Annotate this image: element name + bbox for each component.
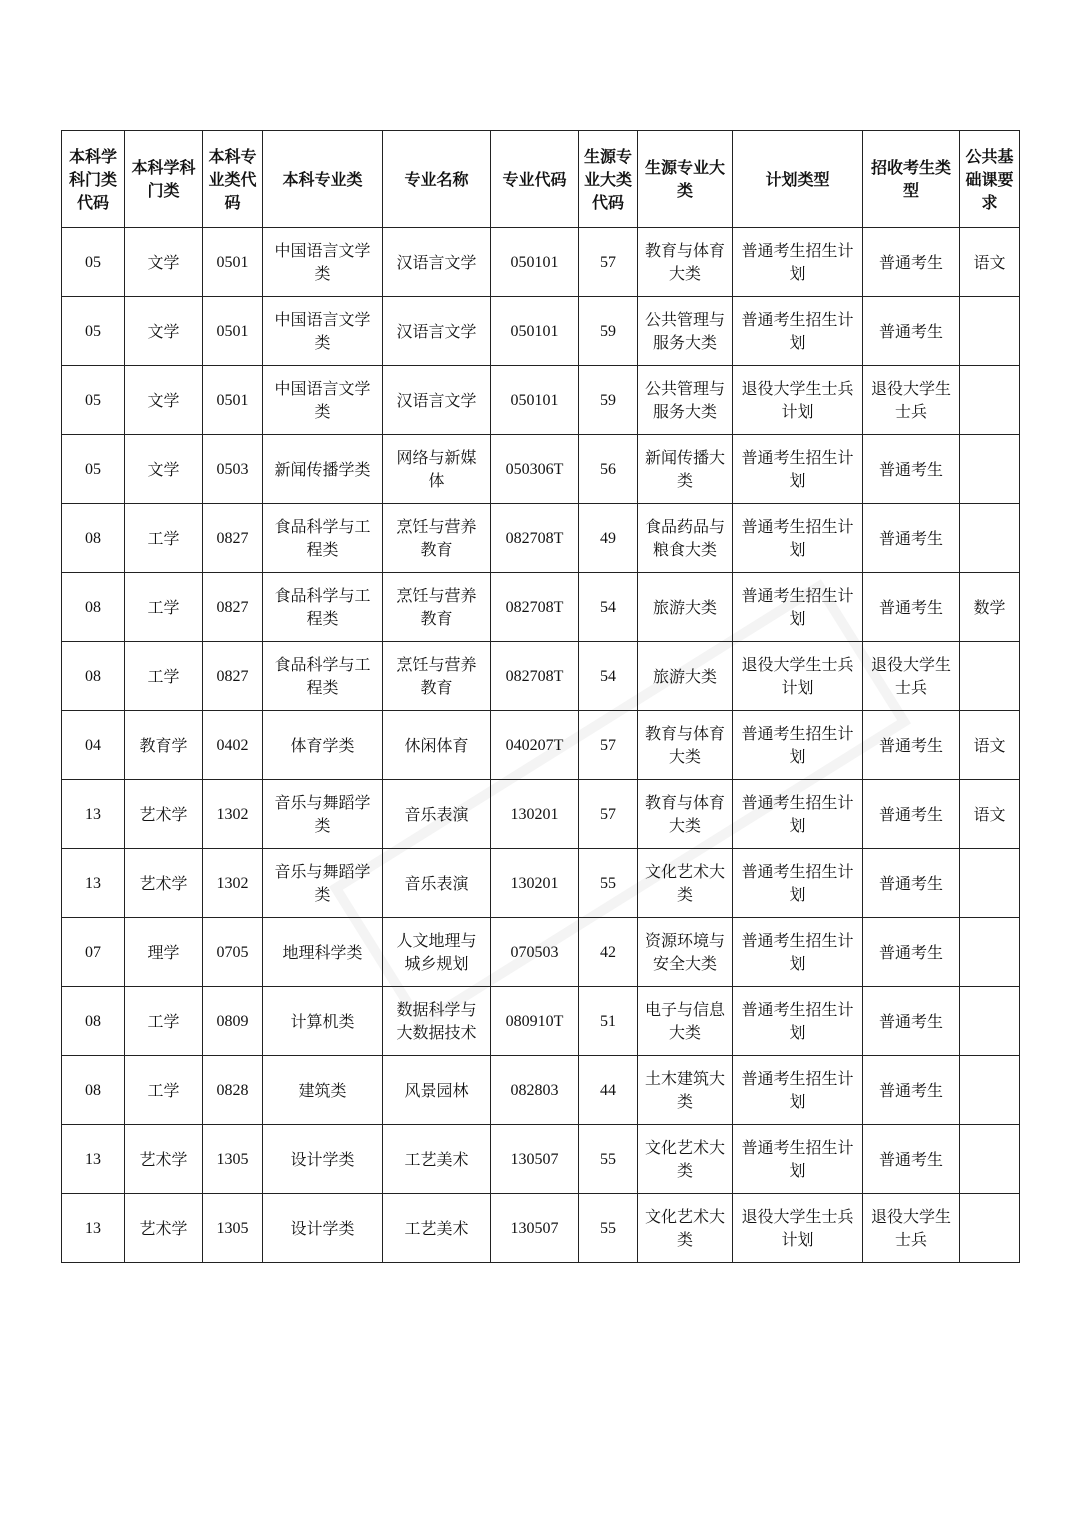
major-code-cell: 080910T xyxy=(491,987,579,1056)
source-class-cell: 电子与信息大类 xyxy=(638,987,733,1056)
major-class-cell: 音乐与舞蹈学类 xyxy=(263,780,383,849)
major-class-code-cell: 0827 xyxy=(203,642,263,711)
discipline-code-cell: 05 xyxy=(62,435,125,504)
source-class-cell: 文化艺术大类 xyxy=(638,1194,733,1263)
major-code-cell: 130507 xyxy=(491,1194,579,1263)
discipline-code-cell: 13 xyxy=(62,780,125,849)
table-row xyxy=(62,780,1020,849)
plan-type-cell: 普通考生招生计划 xyxy=(733,435,863,504)
source-class-cell: 公共管理与服务大类 xyxy=(638,366,733,435)
major-name-cell: 人文地理与城乡规划 xyxy=(383,918,491,987)
major-code-cell: 130507 xyxy=(491,1125,579,1194)
major-code-cell: 130201 xyxy=(491,849,579,918)
major-class-code-cell: 0503 xyxy=(203,435,263,504)
discipline-cell: 工学 xyxy=(125,1056,203,1125)
source-class-code-cell: 44 xyxy=(579,1056,638,1125)
table-row xyxy=(62,435,1020,504)
major-class-code-cell: 0827 xyxy=(203,504,263,573)
discipline-cell: 艺术学 xyxy=(125,1194,203,1263)
major-class-cell: 地理科学类 xyxy=(263,918,383,987)
plan-type-cell: 退役大学生士兵计划 xyxy=(733,1194,863,1263)
discipline-code-cell: 05 xyxy=(62,297,125,366)
discipline-cell: 文学 xyxy=(125,297,203,366)
public-course-cell xyxy=(960,297,1020,366)
major-code-cell: 082708T xyxy=(491,504,579,573)
table-row xyxy=(62,987,1020,1056)
major-class-cell: 计算机类 xyxy=(263,987,383,1056)
public-course-cell: 数学 xyxy=(960,573,1020,642)
major-class-code-cell: 1305 xyxy=(203,1125,263,1194)
source-class-code-cell: 57 xyxy=(579,780,638,849)
candidate-type-cell: 普通考生 xyxy=(863,918,960,987)
candidate-type-cell: 普通考生 xyxy=(863,435,960,504)
discipline-cell: 艺术学 xyxy=(125,849,203,918)
discipline-code-cell: 08 xyxy=(62,642,125,711)
major-code-cell: 050101 xyxy=(491,297,579,366)
header-source-class: 生源专业大类 xyxy=(638,131,733,228)
public-course-cell: 语文 xyxy=(960,711,1020,780)
discipline-code-cell: 13 xyxy=(62,1125,125,1194)
candidate-type-cell: 普通考生 xyxy=(863,573,960,642)
discipline-cell: 文学 xyxy=(125,435,203,504)
major-class-cell: 中国语言文学类 xyxy=(263,228,383,297)
source-class-code-cell: 55 xyxy=(579,1194,638,1263)
candidate-type-cell: 退役大学生士兵 xyxy=(863,642,960,711)
public-course-cell: 语文 xyxy=(960,228,1020,297)
public-course-cell: 语文 xyxy=(960,780,1020,849)
discipline-cell: 文学 xyxy=(125,228,203,297)
header-discipline: 本科学科门类 xyxy=(125,131,203,228)
plan-type-cell: 普通考生招生计划 xyxy=(733,504,863,573)
plan-type-cell: 普通考生招生计划 xyxy=(733,297,863,366)
discipline-cell: 工学 xyxy=(125,504,203,573)
source-class-code-cell: 49 xyxy=(579,504,638,573)
source-class-code-cell: 42 xyxy=(579,918,638,987)
source-class-code-cell: 56 xyxy=(579,435,638,504)
major-class-cell: 音乐与舞蹈学类 xyxy=(263,849,383,918)
header-plan-type: 计划类型 xyxy=(733,131,863,228)
admission-plan-table xyxy=(61,130,1020,1263)
major-name-cell: 数据科学与大数据技术 xyxy=(383,987,491,1056)
major-name-cell: 风景园林 xyxy=(383,1056,491,1125)
plan-type-cell: 普通考生招生计划 xyxy=(733,1125,863,1194)
table-row xyxy=(62,1125,1020,1194)
discipline-code-cell: 13 xyxy=(62,1194,125,1263)
public-course-cell xyxy=(960,435,1020,504)
plan-type-cell: 普通考生招生计划 xyxy=(733,711,863,780)
candidate-type-cell: 退役大学生士兵 xyxy=(863,366,960,435)
plan-type-cell: 退役大学生士兵计划 xyxy=(733,642,863,711)
plan-type-cell: 普通考生招生计划 xyxy=(733,228,863,297)
source-class-cell: 文化艺术大类 xyxy=(638,1125,733,1194)
source-class-code-cell: 59 xyxy=(579,366,638,435)
major-code-cell: 050101 xyxy=(491,366,579,435)
plan-type-cell: 普通考生招生计划 xyxy=(733,1056,863,1125)
source-class-code-cell: 55 xyxy=(579,1125,638,1194)
major-name-cell: 工艺美术 xyxy=(383,1125,491,1194)
candidate-type-cell: 普通考生 xyxy=(863,504,960,573)
major-class-cell: 食品科学与工程类 xyxy=(263,504,383,573)
major-class-code-cell: 1305 xyxy=(203,1194,263,1263)
discipline-code-cell: 07 xyxy=(62,918,125,987)
discipline-code-cell: 05 xyxy=(62,366,125,435)
discipline-cell: 工学 xyxy=(125,573,203,642)
major-class-code-cell: 0501 xyxy=(203,228,263,297)
source-class-code-cell: 54 xyxy=(579,642,638,711)
source-class-cell: 公共管理与服务大类 xyxy=(638,297,733,366)
source-class-cell: 教育与体育大类 xyxy=(638,711,733,780)
major-name-cell: 音乐表演 xyxy=(383,849,491,918)
public-course-cell xyxy=(960,849,1020,918)
major-class-cell: 设计学类 xyxy=(263,1194,383,1263)
major-name-cell: 汉语言文学 xyxy=(383,366,491,435)
major-class-code-cell: 0501 xyxy=(203,297,263,366)
header-major-code: 专业代码 xyxy=(491,131,579,228)
candidate-type-cell: 普通考生 xyxy=(863,711,960,780)
table-row xyxy=(62,918,1020,987)
public-course-cell xyxy=(960,642,1020,711)
public-course-cell xyxy=(960,1194,1020,1263)
major-name-cell: 网络与新媒体 xyxy=(383,435,491,504)
source-class-cell: 教育与体育大类 xyxy=(638,780,733,849)
source-class-code-cell: 57 xyxy=(579,228,638,297)
discipline-cell: 理学 xyxy=(125,918,203,987)
candidate-type-cell: 普通考生 xyxy=(863,780,960,849)
candidate-type-cell: 普通考生 xyxy=(863,987,960,1056)
discipline-cell: 艺术学 xyxy=(125,780,203,849)
major-class-code-cell: 0828 xyxy=(203,1056,263,1125)
discipline-code-cell: 08 xyxy=(62,573,125,642)
major-code-cell: 082803 xyxy=(491,1056,579,1125)
table-row xyxy=(62,504,1020,573)
source-class-cell: 土木建筑大类 xyxy=(638,1056,733,1125)
public-course-cell xyxy=(960,366,1020,435)
plan-type-cell: 普通考生招生计划 xyxy=(733,987,863,1056)
major-class-code-cell: 0809 xyxy=(203,987,263,1056)
major-class-cell: 中国语言文学类 xyxy=(263,297,383,366)
public-course-cell xyxy=(960,987,1020,1056)
major-class-cell: 建筑类 xyxy=(263,1056,383,1125)
public-course-cell xyxy=(960,918,1020,987)
plan-type-cell: 退役大学生士兵计划 xyxy=(733,366,863,435)
source-class-code-cell: 51 xyxy=(579,987,638,1056)
header-public-course: 公共基础课要求 xyxy=(960,131,1020,228)
candidate-type-cell: 退役大学生士兵 xyxy=(863,1194,960,1263)
table-row xyxy=(62,1194,1020,1263)
major-name-cell: 烹饪与营养教育 xyxy=(383,642,491,711)
header-candidate-type: 招收考生类型 xyxy=(863,131,960,228)
major-name-cell: 休闲体育 xyxy=(383,711,491,780)
discipline-cell: 文学 xyxy=(125,366,203,435)
major-code-cell: 070503 xyxy=(491,918,579,987)
header-major-class-code: 本科专业类代码 xyxy=(203,131,263,228)
major-class-cell: 食品科学与工程类 xyxy=(263,642,383,711)
source-class-cell: 新闻传播大类 xyxy=(638,435,733,504)
major-class-code-cell: 0827 xyxy=(203,573,263,642)
table-row xyxy=(62,642,1020,711)
table-row xyxy=(62,366,1020,435)
discipline-cell: 工学 xyxy=(125,987,203,1056)
major-code-cell: 040207T xyxy=(491,711,579,780)
source-class-code-cell: 54 xyxy=(579,573,638,642)
major-class-code-cell: 1302 xyxy=(203,780,263,849)
header-discipline-code: 本科学科门类代码 xyxy=(62,131,125,228)
source-class-code-cell: 55 xyxy=(579,849,638,918)
major-class-cell: 新闻传播学类 xyxy=(263,435,383,504)
plan-type-cell: 普通考生招生计划 xyxy=(733,849,863,918)
major-name-cell: 工艺美术 xyxy=(383,1194,491,1263)
candidate-type-cell: 普通考生 xyxy=(863,1125,960,1194)
candidate-type-cell: 普通考生 xyxy=(863,228,960,297)
major-class-code-cell: 0402 xyxy=(203,711,263,780)
candidate-type-cell: 普通考生 xyxy=(863,1056,960,1125)
public-course-cell xyxy=(960,504,1020,573)
major-code-cell: 050101 xyxy=(491,228,579,297)
major-class-cell: 设计学类 xyxy=(263,1125,383,1194)
major-class-code-cell: 0705 xyxy=(203,918,263,987)
discipline-code-cell: 08 xyxy=(62,1056,125,1125)
table-header-row xyxy=(62,131,1020,228)
candidate-type-cell: 普通考生 xyxy=(863,297,960,366)
major-name-cell: 汉语言文学 xyxy=(383,228,491,297)
plan-type-cell: 普通考生招生计划 xyxy=(733,918,863,987)
discipline-code-cell: 04 xyxy=(62,711,125,780)
table-row xyxy=(62,573,1020,642)
source-class-cell: 旅游大类 xyxy=(638,573,733,642)
source-class-cell: 食品药品与粮食大类 xyxy=(638,504,733,573)
header-major-name: 专业名称 xyxy=(383,131,491,228)
source-class-cell: 文化艺术大类 xyxy=(638,849,733,918)
plan-type-cell: 普通考生招生计划 xyxy=(733,780,863,849)
table-row xyxy=(62,1056,1020,1125)
source-class-cell: 教育与体育大类 xyxy=(638,228,733,297)
source-class-code-cell: 59 xyxy=(579,297,638,366)
header-major-class: 本科专业类 xyxy=(263,131,383,228)
source-class-cell: 资源环境与安全大类 xyxy=(638,918,733,987)
discipline-code-cell: 08 xyxy=(62,987,125,1056)
major-class-cell: 中国语言文学类 xyxy=(263,366,383,435)
candidate-type-cell: 普通考生 xyxy=(863,849,960,918)
header-source-class-code: 生源专业大类代码 xyxy=(579,131,638,228)
source-class-code-cell: 57 xyxy=(579,711,638,780)
major-class-cell: 食品科学与工程类 xyxy=(263,573,383,642)
major-code-cell: 050306T xyxy=(491,435,579,504)
table-body xyxy=(62,228,1020,1263)
major-class-cell: 体育学类 xyxy=(263,711,383,780)
major-name-cell: 汉语言文学 xyxy=(383,297,491,366)
table-row xyxy=(62,228,1020,297)
table-row xyxy=(62,849,1020,918)
source-class-cell: 旅游大类 xyxy=(638,642,733,711)
major-class-code-cell: 0501 xyxy=(203,366,263,435)
table-row xyxy=(62,711,1020,780)
major-class-code-cell: 1302 xyxy=(203,849,263,918)
major-name-cell: 音乐表演 xyxy=(383,780,491,849)
table-row xyxy=(62,297,1020,366)
major-name-cell: 烹饪与营养教育 xyxy=(383,573,491,642)
discipline-code-cell: 08 xyxy=(62,504,125,573)
discipline-cell: 工学 xyxy=(125,642,203,711)
discipline-code-cell: 05 xyxy=(62,228,125,297)
major-name-cell: 烹饪与营养教育 xyxy=(383,504,491,573)
major-code-cell: 130201 xyxy=(491,780,579,849)
public-course-cell xyxy=(960,1056,1020,1125)
public-course-cell xyxy=(960,1125,1020,1194)
major-code-cell: 082708T xyxy=(491,573,579,642)
discipline-cell: 艺术学 xyxy=(125,1125,203,1194)
major-code-cell: 082708T xyxy=(491,642,579,711)
discipline-cell: 教育学 xyxy=(125,711,203,780)
plan-type-cell: 普通考生招生计划 xyxy=(733,573,863,642)
discipline-code-cell: 13 xyxy=(62,849,125,918)
